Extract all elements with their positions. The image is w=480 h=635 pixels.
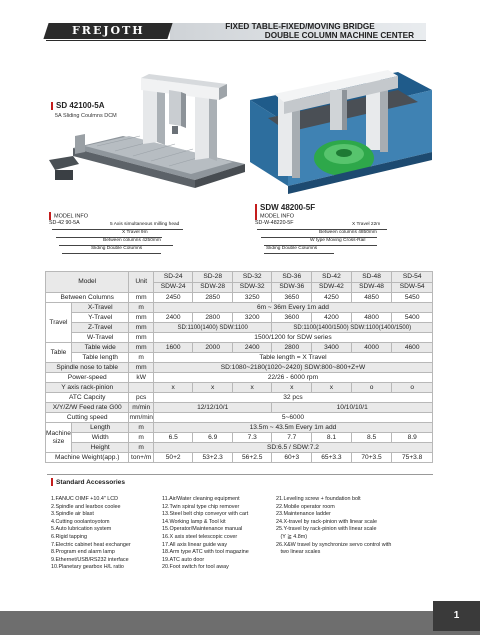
- model-col: SD-36: [272, 272, 312, 283]
- accessories-title: [51, 478, 125, 486]
- accent-bar: [49, 212, 51, 220]
- cell: SD:1100(1400/1500) SDW:1100(1400/1500): [272, 323, 433, 333]
- cell: 5450: [392, 293, 433, 303]
- list-item: 15.Operator/Maintenance manual: [162, 526, 243, 533]
- model-label-1: [51, 101, 104, 110]
- table-row: [46, 433, 433, 443]
- page-number: 1: [433, 601, 480, 631]
- cell: 60+3: [272, 453, 312, 463]
- list-item: 1.FANUC OIMF +10.4" LCD: [51, 496, 119, 502]
- row-label: Z-Travel: [71, 323, 129, 333]
- model-info-2: [255, 212, 294, 226]
- row-unit: mm: [129, 363, 153, 373]
- table-row: [46, 343, 433, 353]
- row-unit: mm/min: [129, 413, 153, 421]
- row-unit: mm: [129, 323, 153, 333]
- table-row: [46, 293, 433, 303]
- note-1-1: X Travel 9m: [122, 230, 148, 235]
- model-col: SD-28: [193, 272, 233, 283]
- group-label: Machine size: [46, 423, 72, 453]
- table-row: [46, 453, 433, 463]
- info-title-1: MODEL INFO: [54, 213, 89, 220]
- leader-line: [52, 229, 183, 230]
- model-col: SD-54: [392, 272, 433, 283]
- list-item: 5.Auto lubrication system: [51, 526, 112, 533]
- list-item: 7.Electric cabinet heat exchanger: [51, 541, 131, 548]
- row-unit: mm: [129, 333, 153, 343]
- cell: 65+3.3: [312, 453, 352, 463]
- cell: x: [232, 383, 272, 393]
- model-name-1: SD 42100-5A: [56, 101, 105, 110]
- row-unit: mm: [129, 343, 153, 353]
- list-item: 11.Air/Water cleaning equipment: [162, 496, 240, 502]
- cell: 4000: [351, 343, 392, 353]
- cell: Table length = X Travel: [153, 353, 432, 363]
- info-code-2: SD-W-48220-5F: [255, 220, 294, 226]
- list-item: (Y ≧ 4.8m): [276, 533, 308, 540]
- cell: 7.3: [232, 433, 272, 443]
- row-label: Table wide: [71, 343, 129, 353]
- list-item: 21.Leveling screw + foundation bolt: [276, 496, 361, 502]
- list-item: 25.Y-travel by rack-pinion with linear scale: [276, 526, 377, 533]
- note-1-2: Between columns 4250mm: [103, 238, 161, 243]
- list-item: 17.All axis linear guide way: [162, 541, 228, 548]
- list-item: 13.Steel belt chip conveyor with cart: [162, 511, 249, 518]
- cell: 10/10/10/1: [272, 403, 433, 413]
- note-2-0: X Travel 22m: [352, 222, 381, 227]
- leader-line: [264, 245, 377, 246]
- accessories-column-2: [162, 496, 249, 572]
- cell: 5400: [392, 313, 433, 323]
- model-col: SD-24: [153, 272, 193, 283]
- accent-bar: [51, 478, 53, 486]
- row-label: W-Travel: [71, 333, 129, 343]
- list-item: 4.Cutting ooolantoyotom: [51, 518, 110, 525]
- leader-line: [56, 237, 162, 238]
- brand-name: FREJOTH: [71, 24, 145, 37]
- cell: 3250: [232, 293, 272, 303]
- row-label: Width: [71, 433, 129, 443]
- cell: 5~6000: [153, 413, 432, 423]
- note-2-3: Sliding Double Columns: [266, 246, 318, 251]
- cell: 3650: [272, 293, 312, 303]
- accessories-column-1: [51, 496, 131, 572]
- list-item: 16.X axis steel telescopic cover: [162, 533, 238, 540]
- cell: 8.5: [351, 433, 392, 443]
- model-label-2: [255, 203, 315, 212]
- row-label: Length: [71, 423, 129, 433]
- group-label: Travel: [46, 303, 72, 343]
- cell: 4600: [392, 343, 433, 353]
- row-label: Y-Travel: [71, 313, 129, 323]
- cell: 7.7: [272, 433, 312, 443]
- cell: 70+3.5: [351, 453, 392, 463]
- table-row: [46, 413, 433, 423]
- row-label: Power-speed: [46, 373, 129, 383]
- cell: 75+3.8: [392, 453, 433, 463]
- list-item: 24.X-travel by rack-pinion with linear scale: [276, 518, 377, 525]
- table-row: [46, 373, 433, 383]
- cell: 3400: [312, 343, 352, 353]
- brand-logo: [43, 23, 172, 39]
- cell: 50+2: [153, 453, 193, 463]
- cell: 2800: [193, 313, 233, 323]
- model-col: SDW-54: [392, 282, 433, 293]
- accent-bar: [51, 102, 53, 110]
- model-col: SD-48: [351, 272, 392, 283]
- cell: 2800: [272, 343, 312, 353]
- list-item: 12.Twin spiral type chip remover: [162, 503, 240, 510]
- cell: 1600: [153, 343, 193, 353]
- group-label: Table: [46, 343, 72, 363]
- list-item: 8.Program end alarm lamp: [51, 549, 115, 556]
- cell: 32 pcs: [153, 393, 432, 403]
- row-label: X/Y/Z/W Feed rate G00: [46, 403, 129, 413]
- machine-illustration-sd42100: [45, 60, 255, 192]
- row-unit: m: [129, 443, 153, 453]
- model-col: SDW-28: [193, 282, 233, 293]
- model-info-1: [49, 212, 88, 226]
- row-label: X-Travel: [71, 303, 129, 313]
- row-label: Y axis rack-pinion: [46, 383, 129, 393]
- row-unit: [129, 383, 153, 393]
- machine-illustration-sdw48200: [248, 60, 434, 200]
- unit-header: Unit: [129, 272, 153, 293]
- table-row: [46, 393, 433, 403]
- cell: SD:1080~2180(1020~2420) SDW:800~800+Z+W: [153, 363, 432, 373]
- cell: 2000: [193, 343, 233, 353]
- accent-bar: [255, 204, 257, 212]
- cell: 4800: [351, 313, 392, 323]
- cell: 4200: [312, 313, 352, 323]
- list-item: 20.Foot switch for tool away: [162, 564, 229, 571]
- model-col: SDW-32: [232, 282, 272, 293]
- list-item: 6.Rigid tapping: [51, 533, 87, 540]
- leader-line: [62, 253, 161, 254]
- cell: o: [392, 383, 433, 393]
- model-header: Model: [46, 272, 129, 293]
- cell: x: [312, 383, 352, 393]
- cell: 53+2.3: [193, 453, 233, 463]
- row-unit: m: [129, 433, 153, 443]
- footer-band: [0, 611, 480, 635]
- table-row: [46, 363, 433, 373]
- cell: 22/26 - 6000 rpm: [153, 373, 432, 383]
- row-unit: m: [129, 423, 153, 433]
- cell: x: [272, 383, 312, 393]
- table-row: [46, 383, 433, 393]
- cell: 2400: [153, 313, 193, 323]
- note-1-0: 5 Axis simultaneous milling head: [110, 222, 180, 227]
- row-label: Between Columns: [46, 293, 129, 303]
- header-rule: [46, 40, 426, 41]
- info-code-1: SD-42 90-5A: [49, 220, 80, 226]
- list-item: 22.Mobile operator room: [276, 503, 335, 510]
- accessories-title-text: Standard Accessories: [56, 478, 126, 486]
- cell: 2850: [193, 293, 233, 303]
- list-item: 26.X&W travel by synchronize servo control with: [276, 541, 392, 548]
- spec-table: [45, 271, 433, 463]
- model-name-2: SDW 48200-5F: [260, 203, 316, 212]
- list-item: 14.Working lamp & Tool kit: [162, 518, 226, 525]
- row-unit: m/min: [129, 403, 153, 413]
- cell: 12/12/10/1: [153, 403, 272, 413]
- table-row: [46, 423, 433, 433]
- cell: x: [153, 383, 193, 393]
- list-item: 2.Spindle and learbox coolee: [51, 503, 121, 510]
- cell: 8.1: [312, 433, 352, 443]
- cell: 6m ~ 36m Every 1m add: [153, 303, 432, 313]
- row-unit: m: [129, 353, 153, 363]
- model-col: SD-32: [232, 272, 272, 283]
- cell: 4850: [351, 293, 392, 303]
- cell: 4250: [312, 293, 352, 303]
- leader-line: [257, 229, 387, 230]
- cell: 2400: [232, 343, 272, 353]
- table-row: [46, 443, 433, 453]
- list-item: 19.ATC auto door: [162, 556, 205, 563]
- list-item: 23.Maintenance ladder: [276, 511, 331, 518]
- row-unit: kW: [129, 373, 153, 383]
- list-item: 10.Planetary gearbox H/L ratio: [51, 564, 124, 571]
- note-2-2: W type Moving Cross-Rail: [310, 238, 366, 243]
- row-label: Height: [71, 443, 129, 453]
- cell: SD:6.5 / SDW:7.2: [153, 443, 432, 453]
- cell: 1500/1200 for SDW series: [153, 333, 432, 343]
- leader-line: [261, 237, 377, 238]
- list-item: 9.Ethernet/USB/RS232 interface: [51, 556, 129, 563]
- model-col: SDW-36: [272, 282, 312, 293]
- row-label: Machine Weight(app.): [46, 453, 129, 463]
- accent-bar: [255, 212, 257, 220]
- table-row: [46, 313, 433, 323]
- table-row: [46, 272, 433, 283]
- cell: o: [351, 383, 392, 393]
- list-item: 18.Arm type ATC with tool magazine: [162, 549, 249, 556]
- model-col: SDW-48: [351, 282, 392, 293]
- cell: 13.5m ~ 43.5m Every 1m add: [153, 423, 432, 433]
- note-2-1: Between columns 4850mm: [319, 230, 377, 235]
- row-label: ATC Capcity: [46, 393, 129, 403]
- cell: 2450: [153, 293, 193, 303]
- row-label: Table length: [71, 353, 129, 363]
- list-item: 3.Spindle air blast: [51, 511, 94, 518]
- cell: 3600: [272, 313, 312, 323]
- cell: SD:1100(1400) SDW:1100: [153, 323, 272, 333]
- page-title-line1: FIXED TABLE-FIXED/MOVING BRIDGE: [225, 22, 375, 31]
- model-col: SDW-24: [153, 282, 193, 293]
- row-label: Spindle nose to table: [46, 363, 129, 373]
- cell: 6.9: [193, 433, 233, 443]
- leader-line: [264, 253, 334, 254]
- accessories-column-3: [276, 496, 391, 557]
- model-subtitle-1: 5A Sliding Coulmns DCM: [55, 113, 117, 119]
- model-col: SD-42: [312, 272, 352, 283]
- table-row: [46, 403, 433, 413]
- table-row: [46, 323, 433, 333]
- cell: 3200: [232, 313, 272, 323]
- row-unit: m: [129, 303, 153, 313]
- table-row: [46, 303, 433, 313]
- row-unit: mm: [129, 313, 153, 323]
- leader-line: [59, 245, 173, 246]
- cell: 56+2.5: [232, 453, 272, 463]
- note-1-3: Sliding Double Columns: [91, 246, 143, 251]
- section-rule: [47, 474, 433, 475]
- page-title-line2: DOUBLE COLUMN MACHINE CENTER: [264, 31, 414, 40]
- info-title-2: MODEL INFO: [260, 213, 295, 220]
- row-unit: ton+/m: [129, 453, 153, 463]
- cell: 6.5: [153, 433, 193, 443]
- row-label: Cutting speed: [46, 413, 129, 423]
- table-row: [46, 333, 433, 343]
- row-unit: pcs: [129, 393, 153, 403]
- list-item: two linear scales: [276, 549, 321, 556]
- cell: x: [193, 383, 233, 393]
- cell: 8.9: [392, 433, 433, 443]
- model-col: SDW-42: [312, 282, 352, 293]
- row-unit: mm: [129, 293, 153, 303]
- table-row: [46, 353, 433, 363]
